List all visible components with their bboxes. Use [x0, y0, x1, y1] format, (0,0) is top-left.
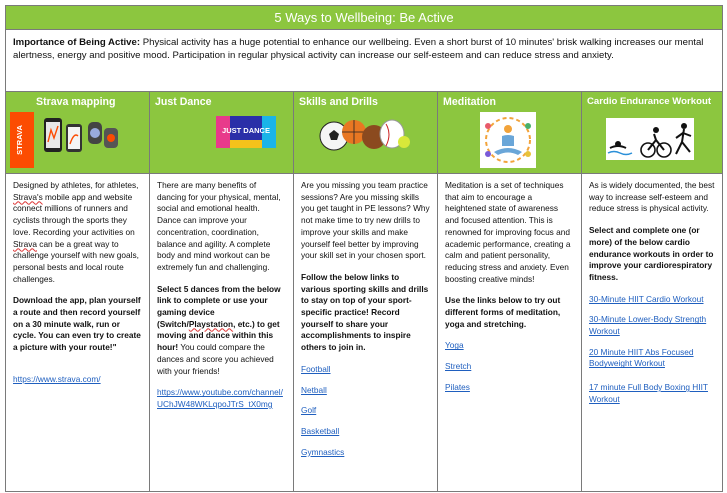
intro-text: Physical activity has a huge potential to enhance our wellbeing. Even a short burst of 10 minutes' brisk walking increases our mental alertness, energy and positive mood. Participation in regular physical activity can increase our self-esteem and can reduce stress and anxiety.: [13, 37, 704, 62]
column-title-skills-drills: Skills and Drills: [299, 96, 378, 108]
page-title: 5 Ways to Wellbeing: Be Active: [6, 6, 722, 30]
meditation-description: Meditation is a set of techniques that aim to encourage a heightened state of awareness and focused attention. This is renowned for improving focus and academic performance, creating a calm and patient personality, reducing stress and anxiety. Even boosting creative minds!: [445, 180, 571, 284]
column-body-just-dance: [150, 174, 293, 426]
column-strava: [6, 92, 150, 491]
link-netball[interactable]: Netball: [301, 384, 327, 395]
column-header-skills-drills: [294, 92, 437, 174]
skills-description: Are you missing you team practice sessions? Are you missing skills you get taught in PE lessons? Why not make time to try new drills to improve your skills and make yourself feel better by improving your skill set in your chosen sport.: [301, 180, 430, 261]
strava-challenge: Download the app, plan yourself a route and then record yourself on a 30 minute walk, run or cycle. You can even try to create a picture with your route!": [13, 295, 141, 353]
intro-heading: Importance of Being Active:: [13, 37, 141, 48]
strava-devices-icon: [42, 114, 122, 164]
column-header-meditation: [438, 92, 581, 174]
just-dance-logo-text: JUST DANCE: [222, 126, 270, 135]
skills-challenge: Follow the below links to various sporting skills and drills to stay on top of your sport-specific practice! Record yourself to share your accomplishments to inspire others to join in.: [301, 271, 429, 353]
link-football[interactable]: Football: [301, 363, 331, 374]
just-dance-challenge: Select 5 dances from the below link to complete or use your gaming device (Switch/Playstation, etc.) to get moving and dance within this hour! You could compare the dances and score you achieved with your friends!: [157, 283, 281, 376]
strava-logo-icon: [10, 112, 34, 168]
cardio-challenge: Select and complete one (or more) of the below cardio endurance workouts in order to improve your cardiorespiratory fitness.: [589, 225, 714, 282]
link-golf[interactable]: Golf: [301, 405, 317, 416]
just-dance-link[interactable]: https://www.youtube.com/channel/UChJW48WKLqpoJTrS_tX0mg: [157, 387, 283, 409]
link-yoga[interactable]: Yoga: [445, 340, 464, 351]
link-hiit-abs[interactable]: 20 Minute HIIT Abs Focused Bodyweight Workout: [589, 346, 694, 369]
column-header-cardio: [582, 92, 722, 174]
just-dance-logo-icon: [216, 116, 276, 148]
sports-balls-icon: [318, 114, 410, 152]
link-hiit-cardio[interactable]: 30-Minute HIIT Cardio Workout: [589, 293, 704, 304]
column-skills-drills: [294, 92, 438, 491]
meditation-challenge: Use the links below to try out different forms of meditation, yoga and stretching.: [445, 295, 561, 329]
column-title-just-dance: Just Dance: [155, 96, 212, 108]
link-pilates[interactable]: Pilates: [445, 381, 470, 392]
column-just-dance: [150, 92, 294, 491]
column-meditation: [438, 92, 582, 491]
link-lower-body-strength[interactable]: 30-Minute Lower-Body Strength Workout: [589, 314, 707, 337]
cardio-description: As is widely documented, the best way to increase self-esteem and reduce stress is physical activity.: [589, 180, 715, 214]
link-boxing-hiit[interactable]: 17 minute Full Body Boxing HIIT Workout: [589, 382, 708, 404]
intro-section: [6, 30, 722, 92]
strava-logo-text: STRAVA: [15, 125, 24, 155]
page: [5, 5, 723, 492]
column-title-cardio: Cardio Endurance Workout: [587, 96, 712, 107]
column-header-just-dance: [150, 92, 293, 174]
column-cardio: [582, 92, 722, 491]
column-body-skills-drills: [294, 174, 437, 473]
just-dance-description: There are many benefits of dancing for your physical, mental, social and emotional health. Dance can improve your concentration, coordination, balance and agility. A complete body and mind workout can be extremely fun and challenging.: [157, 180, 281, 272]
strava-description: Designed by athletes, for athletes, Strava's mobile app and website connect millions of runners and cyclists through the sports they love. Recording your activities on Strava can be a great way to challenge yourself with new goals, personal bests and local route challenges.: [13, 180, 139, 284]
triathlon-icon: [606, 118, 694, 160]
meditation-icon: [480, 112, 536, 168]
column-header-strava: [6, 92, 149, 174]
link-stretch[interactable]: Stretch: [445, 361, 472, 372]
column-body-strava: [6, 174, 149, 401]
column-title-meditation: Meditation: [443, 96, 496, 108]
column-body-meditation: [438, 174, 581, 409]
column-body-cardio: [582, 174, 722, 421]
link-basketball[interactable]: Basketball: [301, 425, 340, 436]
column-title-strava: Strava mapping: [36, 96, 116, 108]
activity-grid: [6, 92, 722, 491]
link-gymnastics[interactable]: Gymnastics: [301, 446, 345, 457]
strava-link[interactable]: https://www.strava.com/: [13, 373, 101, 384]
